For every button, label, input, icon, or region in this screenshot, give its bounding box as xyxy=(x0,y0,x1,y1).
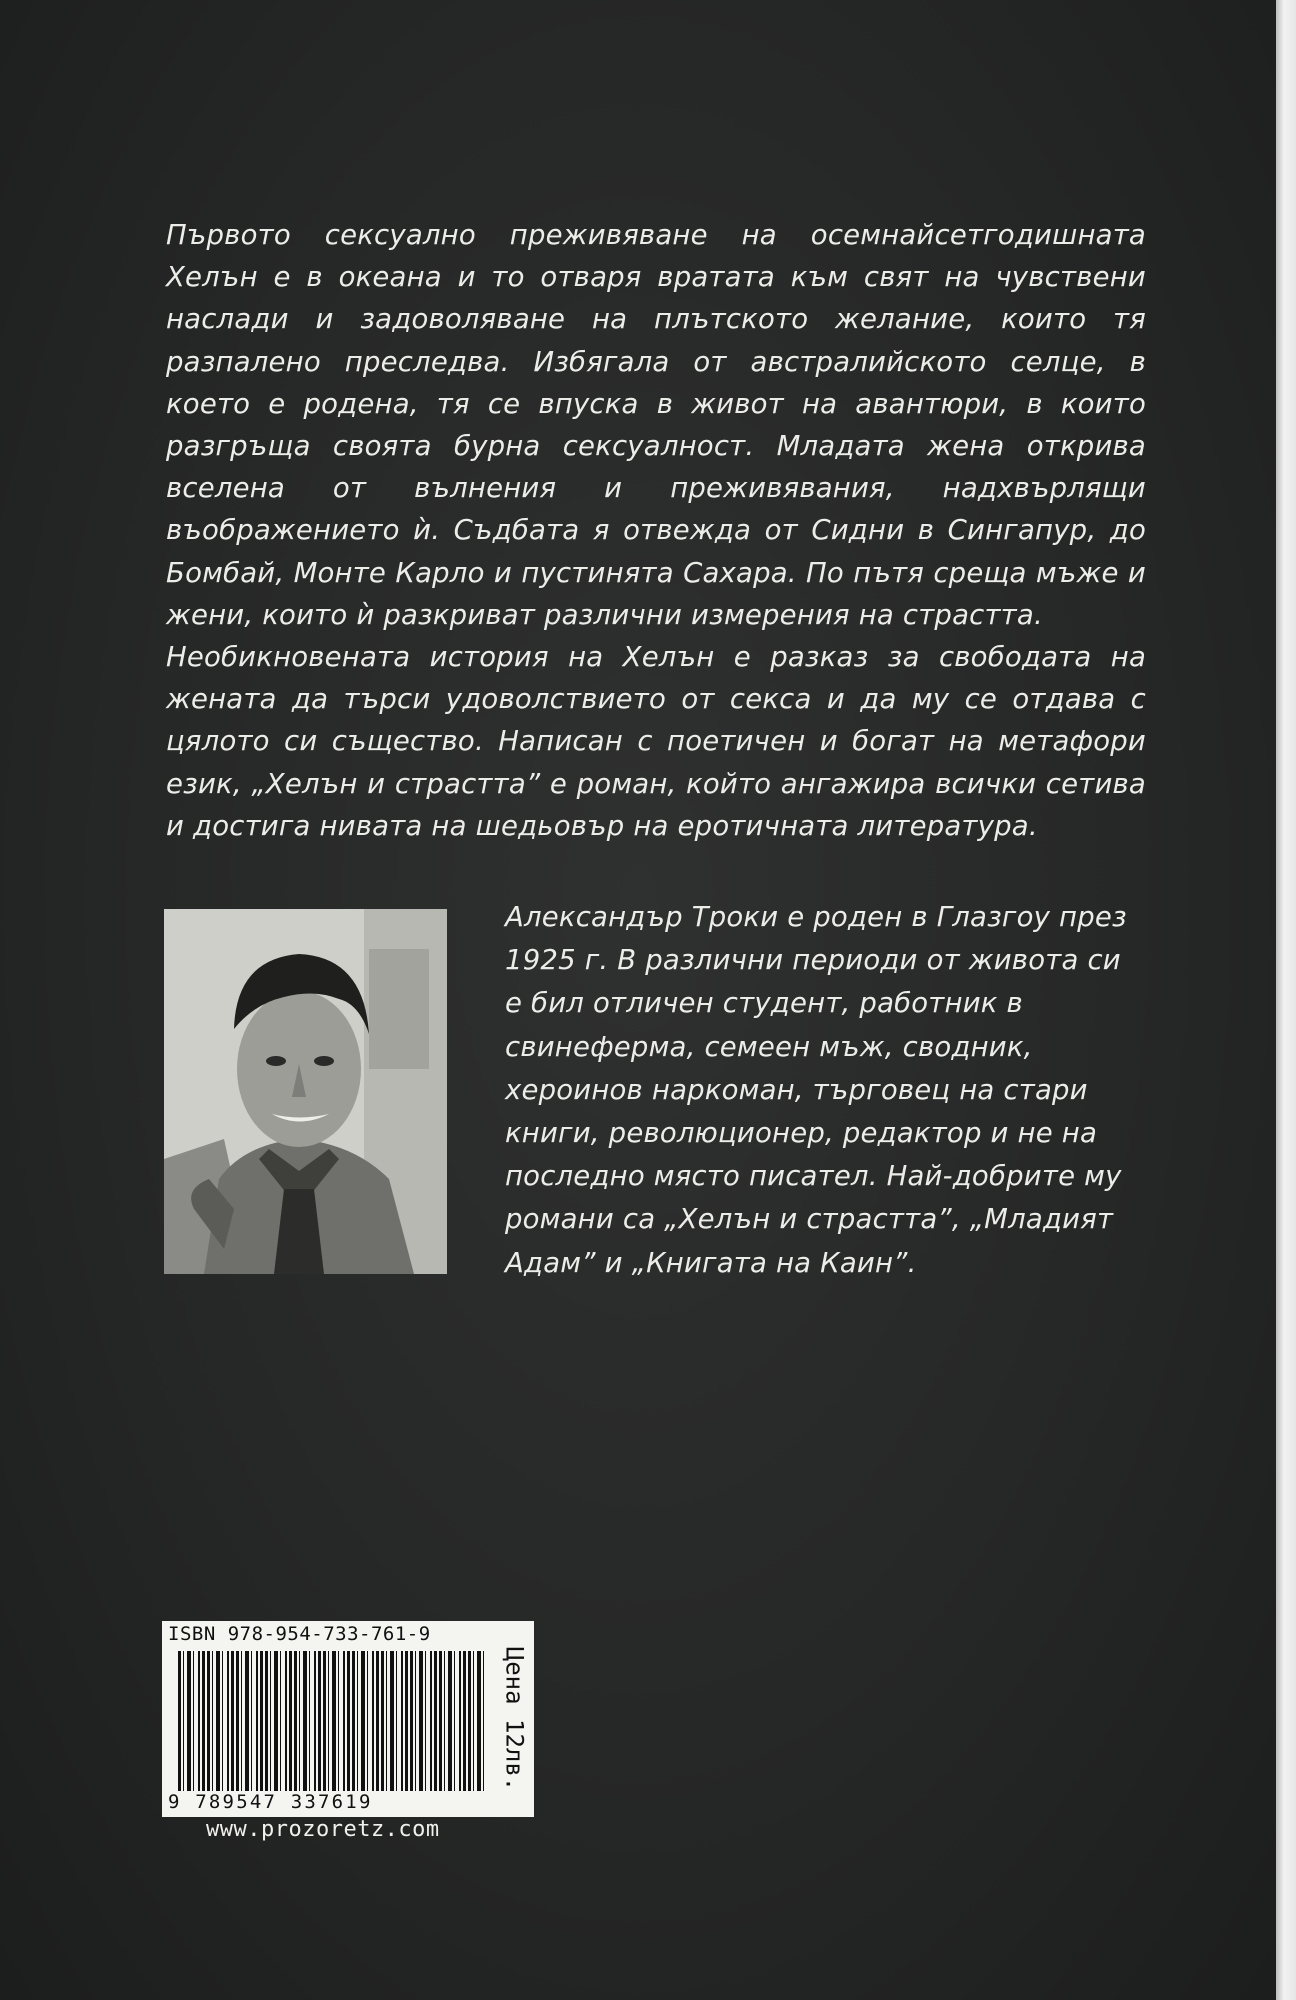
barcode-digits: 9 789547 337619 xyxy=(168,1791,373,1813)
price-label-wrap xyxy=(496,1629,532,1809)
book-blurb xyxy=(166,214,1146,847)
page-edge xyxy=(1276,0,1296,2000)
blurb-paragraph-1: Първото сексуално преживяване на осемнайсетгодишната Хелън е в океана и то отваря вратата към свят на чувствени наслади и задоволяване на плътското желание, които тя разпалено преследва. Избягала от австралийското селце, в което е родена, тя се впуска в живот на авантюри, в които разгръща своята бурна сексуалност. Младата жена открива вселена от вълнения и преживявания, надхвърлящи въображението ѝ. Съдбата я отвежда от Сидни в Сингапур, до Бомбай, Монте Карло и пустинята Сахара. По пътя среща мъже и жени, които ѝ разкриват различни измерения на страстта. xyxy=(166,219,1146,631)
publisher-website: www.prozoretz.com xyxy=(206,1817,440,1842)
isbn-label: ISBN 978-954-733-761-9 xyxy=(168,1623,431,1645)
author-photo xyxy=(164,909,447,1274)
barcode-block xyxy=(162,1621,534,1817)
author-photo-image xyxy=(164,909,447,1274)
author-bio: Александър Троки е роден в Глазгоу през 1925 г. В различни периоди от живота си е бил отличен студент, работник в свинеферма, семеен мъж, сводник, хероинов наркоман, търговец на стари книги, революционер, редактор и не на последно място писател. Най-добрите му романи са „Хелън и страстта”, „Младият Адам” и „Книгата на Каин”. xyxy=(505,901,1127,1279)
blurb-paragraph-2: Необикновената история на Хелън е разказ за свободата на жената да търси удоволствието от секса и да му се отдава с цялото си същество. Написан с поетичен и богат на метафори език, „Хелън и страстта” е роман, който ангажира всички сетива и достига нивата на шедьовър на еротичната литература. xyxy=(166,641,1146,842)
barcode-bars xyxy=(178,1651,488,1791)
price-label: Цена 12лв. xyxy=(500,1646,528,1792)
